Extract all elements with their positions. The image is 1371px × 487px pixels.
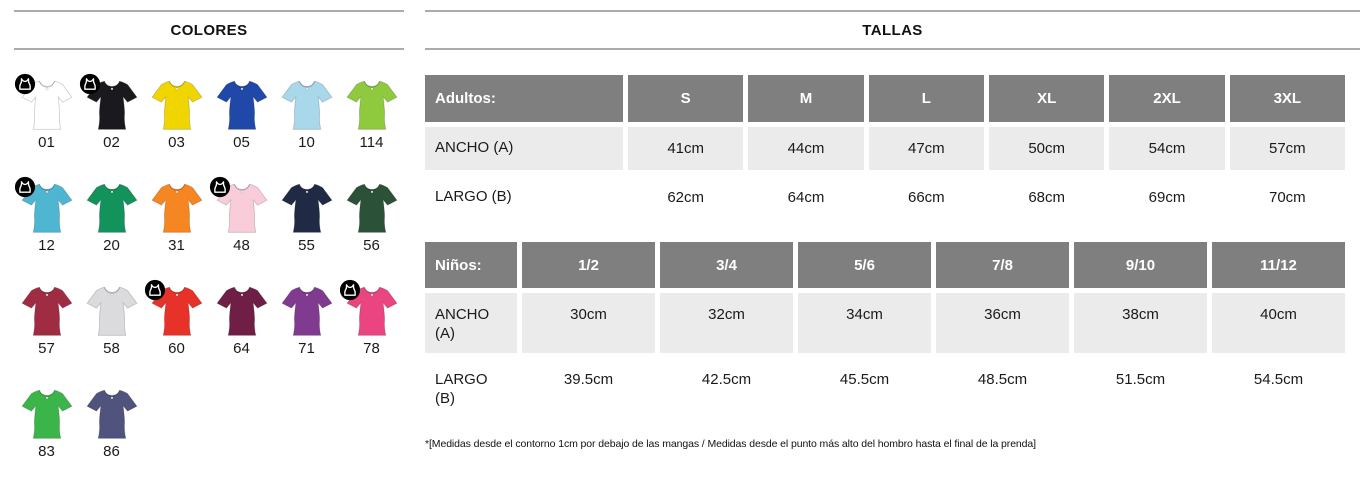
size-column-header: 3/4: [660, 242, 793, 288]
size-column-header: XL: [989, 75, 1104, 122]
color-swatch-grid: [14, 75, 404, 487]
color-swatch[interactable]: [144, 281, 209, 384]
measure-value-cell: 32cm: [660, 293, 793, 353]
tshirt-icon: [278, 178, 336, 235]
size-column-header: 3XL: [1230, 75, 1345, 122]
tshirt-icon: [278, 281, 336, 338]
color-swatch[interactable]: [79, 178, 144, 281]
color-swatch[interactable]: [144, 75, 209, 178]
size-table-adults: [425, 75, 1345, 220]
measure-value-cell: 48.5cm: [977, 371, 1028, 388]
color-swatch[interactable]: [274, 178, 339, 281]
color-code-label: 71: [298, 340, 315, 357]
measure-value-cell: 64cm: [787, 189, 825, 206]
color-code-label: 10: [298, 134, 315, 151]
colors-section: [14, 10, 404, 487]
color-code-label: 03: [168, 134, 185, 151]
measure-value-cell: 47cm: [869, 127, 984, 170]
measurement-footnote: *[Medidas desde el contorno 1cm por debajo de las mangas / Medidas desde el punto más alto del hombro hasta el final de la prenda]: [425, 438, 1036, 450]
measure-value-cell: 40cm: [1212, 293, 1345, 353]
size-column-header: 5/6: [798, 242, 931, 288]
color-code-label: 12: [38, 237, 55, 254]
color-swatch[interactable]: [274, 281, 339, 384]
measure-row-label: LARGO (B): [435, 371, 488, 407]
garment-badge-icon: [79, 73, 101, 95]
color-swatch[interactable]: [14, 281, 79, 384]
size-column-header: S: [628, 75, 743, 122]
measure-row-label: LARGO (B): [435, 188, 512, 206]
garment-badge-icon: [209, 176, 231, 198]
size-column-header: 7/8: [936, 242, 1069, 288]
colors-section-header: [14, 10, 404, 50]
measure-value-cell: 54cm: [1109, 127, 1224, 170]
color-code-label: 86: [103, 443, 120, 460]
measure-value-cell: 51.5cm: [1115, 371, 1166, 388]
color-code-label: 56: [363, 237, 380, 254]
measure-value-cell: 57cm: [1230, 127, 1345, 170]
measure-value-cell: 34cm: [798, 293, 931, 353]
size-table-kids: [425, 242, 1345, 414]
measure-value-cell: 68cm: [1028, 189, 1065, 206]
color-code-label: 31: [168, 237, 185, 254]
color-code-label: 05: [233, 134, 250, 151]
garment-badge-icon: [339, 279, 361, 301]
color-swatch[interactable]: [144, 178, 209, 281]
size-column-header: 2XL: [1109, 75, 1224, 122]
tshirt-icon: [213, 281, 271, 338]
colors-section-title: COLORES: [170, 22, 248, 39]
color-code-label: 64: [233, 340, 250, 357]
measure-value-cell: 70cm: [1268, 189, 1306, 206]
color-swatch[interactable]: [209, 178, 274, 281]
color-code-label: 58: [103, 340, 120, 357]
color-swatch[interactable]: [339, 75, 404, 178]
measure-value-cell: 66cm: [907, 189, 945, 206]
color-swatch[interactable]: [274, 75, 339, 178]
measure-value-cell: 54.5cm: [1253, 371, 1304, 388]
tshirt-icon: [278, 75, 336, 132]
size-column-header: L: [869, 75, 984, 122]
color-swatch[interactable]: [79, 281, 144, 384]
measure-value-cell: 45.5cm: [839, 371, 890, 388]
size-column-header: 1/2: [522, 242, 655, 288]
color-code-label: 02: [103, 134, 120, 151]
measure-value-cell: 41cm: [628, 127, 743, 170]
measure-value-cell: 39.5cm: [563, 371, 614, 388]
color-code-label: 48: [233, 237, 250, 254]
size-column-header: 11/12: [1212, 242, 1345, 288]
sizes-section: [425, 10, 1360, 450]
measure-row-label: ANCHO (A): [425, 127, 623, 170]
color-swatch[interactable]: [79, 75, 144, 178]
color-swatch[interactable]: [79, 384, 144, 487]
measure-value-cell: 36cm: [936, 293, 1069, 353]
color-code-label: 114: [359, 134, 384, 151]
color-code-label: 57: [38, 340, 55, 357]
color-code-label: 55: [298, 237, 315, 254]
color-swatch[interactable]: [209, 281, 274, 384]
color-code-label: 60: [168, 340, 185, 357]
color-swatch[interactable]: [209, 75, 274, 178]
sizes-section-title: TALLAS: [862, 22, 923, 39]
measure-value-cell: 50cm: [989, 127, 1104, 170]
tshirt-icon: [83, 178, 141, 235]
sizes-section-header: [425, 10, 1360, 50]
tshirt-icon: [343, 75, 401, 132]
tshirt-icon: [18, 384, 76, 441]
tshirt-icon: [148, 178, 206, 235]
color-code-label: 20: [103, 237, 120, 254]
measure-value-cell: 42.5cm: [701, 371, 752, 388]
measure-value-cell: 30cm: [522, 293, 655, 353]
size-table-group-label: Adultos:: [425, 75, 623, 122]
tshirt-icon: [343, 178, 401, 235]
tshirt-icon: [83, 281, 141, 338]
measure-value-cell: 62cm: [667, 189, 704, 206]
garment-badge-icon: [144, 279, 166, 301]
color-swatch[interactable]: [14, 178, 79, 281]
size-table-group-label: Niños:: [425, 242, 517, 288]
measure-value-cell: 44cm: [748, 127, 863, 170]
tshirt-icon: [18, 281, 76, 338]
tshirt-icon: [213, 75, 271, 132]
color-swatch[interactable]: [14, 75, 79, 178]
color-swatch[interactable]: [14, 384, 79, 487]
size-tables-container: [425, 75, 1360, 414]
size-column-header: 9/10: [1074, 242, 1207, 288]
color-code-label: 01: [38, 134, 55, 151]
color-code-label: 78: [363, 340, 380, 357]
measure-value-cell: 38cm: [1074, 293, 1207, 353]
measure-row-label: ANCHO (A): [425, 293, 517, 353]
measure-value-cell: 69cm: [1148, 189, 1186, 206]
tshirt-icon: [83, 384, 141, 441]
color-swatch[interactable]: [339, 178, 404, 281]
garment-badge-icon: [14, 73, 36, 95]
size-column-header: M: [748, 75, 863, 122]
garment-badge-icon: [14, 176, 36, 198]
tshirt-icon: [148, 75, 206, 132]
color-code-label: 83: [38, 443, 55, 460]
color-swatch[interactable]: [339, 281, 404, 384]
